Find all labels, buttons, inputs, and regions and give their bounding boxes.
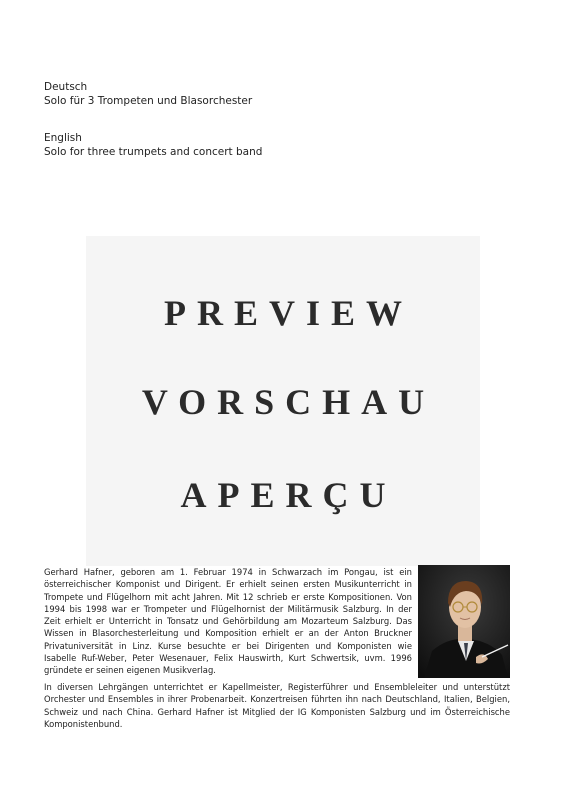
german-title-block — [44, 80, 252, 108]
language-label-de: Deutsch — [44, 81, 88, 93]
biography-paragraph-2: In diversen Lehrgängen unterrichtet er Kapellmeister, Registerführer und Ensembleleiter und unterstützt Orchester und Ensembles in ihrer Probenarbeit. Konzertreisen führten ihn nach Deutschland, Italien, Belgien, Schweiz und nach China. Gerhard Hafner ist Mitglied der IG Komponisten Salzburg und im Österreichische Komponistenbund. — [44, 682, 510, 729]
piece-title-de: Solo für 3 Trompeten und Blasorchester — [44, 95, 253, 107]
language-label-en: English — [44, 132, 82, 144]
watermark-apercu: APERÇU — [180, 475, 397, 515]
preview-watermark-box — [86, 236, 480, 566]
watermark-vorschau: VORSCHAU — [141, 382, 436, 422]
biography-paragraph-1: Gerhard Hafner, geboren am 1. Februar 1974 in Schwarzach im Pongau, ist ein österreichischer Komponist und Dirigent. Er erhielt seinen ersten Musikunterricht in Trompete und Flügelhorn mit acht Jahren. Mit 12 schrieb er erste Kompositionen. Von 1994 bis 1998 war er Trompeter und Flügelhornist der Militärmusik Salzburg. In der Zeit erhielt er Unterricht in Tonsatz und Gehörbildung am Mozarteum Salzburg. Das Wissen in Blasorchesterleitung und Komposition erhielt er an der Anton Bruckner Privatuniversität in Linz. Kurse besuchte er bei Dirigenten und Komponisten wie Isabelle Ruf-Weber, Peter Wesenauer, Felix Hauswirth, Kurt Schwertsik, uvm. 1996 gründete er seinen eigenen Musikverlag. — [44, 567, 412, 676]
composer-photo — [418, 565, 510, 678]
english-title-block — [44, 131, 262, 159]
watermark-preview: PREVIEW — [163, 293, 414, 333]
piece-title-en: Solo for three trumpets and concert band — [44, 146, 263, 158]
